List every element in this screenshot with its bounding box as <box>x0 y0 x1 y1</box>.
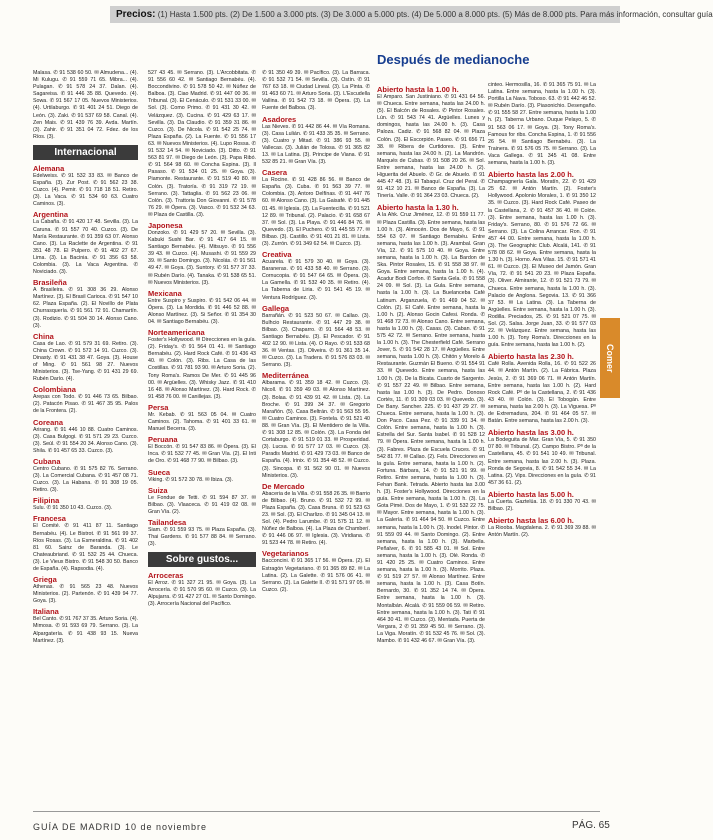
category-heading: Creativa <box>262 250 292 260</box>
category-heading: Asadores <box>262 114 297 124</box>
hours-text: La Riooba. Magdalena. 2. ✆ 91 369 39 88. ✉ Antón Martín. (2). <box>488 525 596 539</box>
category-heading: De Mercado <box>262 481 305 491</box>
category-heading: Gallega <box>262 303 290 313</box>
col3-intro: ✆ 91 350 49 39. ✉ Pacífico. (3). La Barraca. ✆ 91 532 71 54. ✉ Sevilla. (3). Ostín. ✆ 91 767 63 18. ✉ Ciudad Lineal. (3). La Pinta. ✆ 91 463 60 71. ✉ Arturo Soria. (3). L'Escudella Vallina. ✆ 91 542 73 18. ✉ Ópera. (3). La Fuente del Balboa. (3). <box>262 70 370 112</box>
category-heading: Griega <box>33 575 57 585</box>
category-text: Albarama. ✆ 91 359 18 42. ✉ Cuzco. (3). Nicoll. ✆ 91 359 49 03. ✉ Alonso Martínez. (3). Bolaa. ✆ 91 439 91 42. ✉ Lista. (3). La Broche. ✆ 91 399 34 37. ✉ Gregorio Marañón. (5). Casa Beltrán. ✆ 91 563 55 95. ✉ Cuatro Caminos. (3). Fontela. ✆ 91 521 40 88. ✉ Gran Vía. (3). El Mentidero de la Villa. ✆ 91 308 12 85. ✉ Colón. (3). La Fonda del Cortaburgo. ✆ 91 519 01 33. ✉ Prosperidad. (3). Lucsa. ✆ 91 577 17 03. ✉ Cuzco. (3). Paradis Madrid. ✆ 91 429 73 03. ✉ Banco de España. (4). Irinix. ✆ 91 354 48 52. ✉ Cuzco. (3). Sincopa. ✆ 91 562 90 01. ✉ Nuevos Ministerios. (3). <box>262 380 370 479</box>
hours-heading: Abierto hasta las 2.30 h. <box>488 352 574 362</box>
category-heading: Peruana <box>148 435 178 445</box>
price-legend-label: Precios: <box>116 9 156 20</box>
section-tab-comer[interactable]: Comer <box>600 318 620 398</box>
category-heading: Sueca <box>148 467 171 477</box>
category-text: Foster's Hollywood. ✉ Direcciones en la guía. (2). Friday's. ✆ 91 564 01 41. ✉ Santiago Bernabéu. (2). Hard Rock Café. ✆ 91 436 43 40. ✉ Colón. (3). Ribs. La Casa de las Costillas. ✆ 91 781 93 90. ✉ Arturo Soria. (2). Tony Roma's. Ramos De Mer. ✆ 91 445 96 00. ✉ Argüelles. (3). Whisky Jazz. ✆ 91 410 16 48. ✉ Alonso Martínez. (3). Hard Rock. ✆ 91 458 76 00. ✉ Canillejas. (3). <box>148 337 256 400</box>
banner-internacional: Internacional <box>33 145 138 160</box>
category-text: La Rocine. ✆ 91 428 86 56. ✉ Banco de España. (3). Cuba. ✆ 91 563 39 77. ✉ Colombia. (3). Antoro Delfínas. ✆ 91 447 76 60. ✉ Alonso Cano. (3). La Gaisafé. ✆ 91 445 01 45. ✉ Iglesia. (3). La Fuentecilla. ✆ 91 521 12 89. ✉ Tribunal. (2). Palacio. ✆ 91 658 67 37. ✉ Sol. (3). La Playa. ✆ 91 446 84 76. ✉ Quevedo. (3). El Puchero. ✆ 91 445 55 77. ✉ Bilbao. (3). Castillo. ✆ 91 401 21 81. ✉ Lista. (3). Zurrón. ✆ 91 349 62 54. ✉ Cuzco. (3). <box>262 177 370 247</box>
category-text: Acuarela. ✆ 91 579 30 40. ✉ Goya. (3). Baraneras. ✆ 91 433 58 40. ✉ Serrano. (3). Cornucopia. ✆ 91 547 64 65. ✉ Ópera. (3). La Gamella. ✆ 91 532 40 35. ✉ Retiro. (4). La Taberna de Liria. ✆ 91 541 45 19. ✉ Ventura Rodríguez. (3). <box>262 259 370 301</box>
hours-heading: Abierto hasta la 1.30 h. <box>377 203 459 213</box>
category-text: Siam. ✆ 91 559 93 75. ✉ Plaza España. (3). Thai Gardens. ✆ 91 577 88 84. ✉ Serrano. (3). <box>148 526 256 548</box>
col1-intro: Malasa. ✆ 91 538 60 50. ✉ Almudena... (4). Mi Kulugu. ✆ 91 559 71 65. Mibra... (4). Pulagan. ✆ 91 578 24 37. Dalan. (4). Sagareisa. ✆ 91 446 35 88. Quevedo. (4). Sowa. ✆ 91 567 17 05. Nuevos Ministerios. (4). Urtilaburgo. ✆ 91 401 24 51. Diego de León. (3). Zaki. ✆ 91 537 69 58. Canal. (4). Zen Mais. ✆ 91 439 76 39. Avda. Martín. (3). Zahir. ✆ 91 351 04 72. Fdez. de los Ríos. (3). <box>33 70 138 140</box>
hours-heading: Abierto hasta las 2.00 h. <box>488 170 574 180</box>
category-text: Centro Cubano. ✆ 91 575 82 76. Serrano. (3). La Comercial Cubana. ✆ 91 457 08 71. Cuzco. (3). La Habana. ✆ 91 308 19 05. Retiro. (3). <box>33 465 138 494</box>
category-heading: Japonesa <box>148 220 183 230</box>
price-legend-text: (1) Hasta 1.500 pts. (2) De 1.500 a 3.000 pts. (3) De 3.000 a 5.000 pts. (4) De 5.000 a 8.000 pts. (5) Más de 8.000 pts. Para más información, consultar guía <box>157 10 713 19</box>
category-heading: Italiana <box>33 607 59 617</box>
hours-heading: Abierto hasta las 5.00 h. <box>488 489 574 499</box>
category-text: Entre Suspiro y Suspiro. ✆ 91 542 06 44. ✉ Ópera. (3). La Mordida. ✆ 91 446 52 88. ✉ Alonso Martínez. (3). Si Señor. ✆ 91 354 30 04. ✉ Santiago Bernabéu. (3). <box>148 297 256 325</box>
column-3 <box>262 70 370 780</box>
category-heading: Norteamericana <box>148 328 205 338</box>
col1-sections <box>33 164 138 645</box>
section-title-after-midnight: Después de medianoche <box>377 52 530 67</box>
category-text: Edelweiss. ✆ 91 532 33 83. ✉ Banco de España. (3). Zur Post. ✆ 91 562 23 38. Cuzco. (4). Pemir. ✆ 91 718 18 51. Retiro. (3). La Vaca. ✆ 91 534 60 63. Cuatro Caminos. (3). <box>33 172 138 208</box>
category-heading: Mediterránea <box>262 371 309 381</box>
footer-divider <box>33 811 600 812</box>
hours-heading: Abierto hasta las 6.00 h. <box>488 516 574 526</box>
category-heading: Filipina <box>33 496 60 506</box>
category-heading: Coreana <box>33 417 64 427</box>
category-heading: Francesa <box>33 514 66 524</box>
col2-intro: 527 43 45. ✉ Serrano. (3). L'Arcobbitata. ✆ 91 556 60 42. ✉ Santiago Bernabéu. (4). Boccondivino. ✆ 91 578 50 42. ✉ Núñez de Balboa. (3). Ciao Madrid. ✆ 91 447 00 36. ✉ Tribunal. (3). El Cenáculo. ✆ 91 531 33 00. ✉ Sol. (3). Como Primo. ✆ 91 431 30 42. ✉ Velázquez. (3). Cucina. ✆ 91 429 63 17. ✉ Sevilla. (3). Da Claudio. ✆ 91 359 31 86. ✉ Cuzco. (3). De Nicola. ✆ 91 542 25 74. ✉ Plaza España. (2). La Fuente. ✆ 91 556 17 63. ✉ Nuevos Ministerios. (4). Lupo Rossa. ✆ 91 532 14 54. ✉ Noviciado. (3). Ditto. ✆ 91 563 81 97. ✉ Diego de León. (3). Papa Ribó. ✆ 91 564 98 60. ✉ Concha Espina. (3). Il Pasaso. ✆ 91 534 01 25. ✉ Goya. (3). Piamonte. Restaurante. ✆ 91 519 40 80. ✉ Colón. (3). Tratoría. ✆ 91 319 72 19. ✉ Serrano. (3). Tattaglia. ✆ 91 562 23 06. ✉ Colón. (3). Trattoria Don Giovanni. ✆ 91 578 76 29. ✉ Ópera. (3). Vasco. ✆ 91 532 34 63. ✉ Plaza de Castilla. (3). <box>148 70 256 218</box>
col5-intro: cinteo. Hermosilla, 16. ✆ 91 365 75 91. ✉ La Latina. Entre semana, hasta la 1.00 h. (3). Portilla La Nava. Toboso. 63. ✆ 91 442 46 52. ✉ Rubén Darío. (3). Piasonichio. Desengaño. ✆ 91 555 58 27. Entre semana, hasta la 1.00 h. (2). Taberna Urbano. Duque Pelayo, 5. ✆ 91 563 06 17. ✉ Goya. (3). Tony Roma's. Famous for ribs. Concha Espina, 1. ✆ 91 556 26 54. ✉ Santiago Bernabéu. (3). La Trainera. ✆ 91 576 05 75. ✉ Serrano. (3). La Vaca Gallega. ✆ 91 345 41 08. Entre semana, hasta la 1.00 h. (3). <box>488 82 596 167</box>
category-text: El Arroz. ✆ 91 327 21 95. ✉ Goya. (3). La Arrocería. ✆ 91 570 95 60. ✉ Cuzco. (3). La Alpujarra. ✆ 91 427 27 01. ✉ Santo Domingo. (3). Arrocería Nacional del Pacífico. <box>148 580 256 608</box>
category-text: Abaceria de la Villa. ✆ 91 558 26 35. ✉ Barrio de Bilbao. (4). Bruno. ✆ 91 532 72 99. ✉ Plaza España. (3). Casa Bruna. ✆ 91 523 63 23. ✉ Sol. (3). El Charlizo. ✆ 91 345 04 13. ✉ Sol. (4). Pedro Larumbe. ✆ 91 575 11 12. ✉ Núñez de Balboa. (4). La Plaza de Chamberí. ✆ 91 446 06 97. ✉ Iglesia. (3). Viridiana. ✆ 91 523 44 78. ✉ Retiro. (4). <box>262 490 371 547</box>
column-5 <box>488 82 596 780</box>
category-text: Arirang. ✆ 91 446 10 88. Cuatro Caminos. (3). Casa Bulgogi. ✆ 91 571 29 23. Cuzco. (3). Seúl. ✆ 91 554 20 34. Alonso Cano. (3). Shila. ✆ 91 457 65 33. Cuzco. (3). <box>33 426 138 454</box>
category-heading: Argentina <box>33 210 69 220</box>
category-text: Barrañán. ✆ 91 523 50 67. ✉ Callao. (3). Bulhcio Restaurante. ✆ 91 447 29 38. ✉ Bilbao. (3). Chaparro. ✆ 91 564 48 53. ✉ Santiago Bernabéu. (3). El Pescador. ✆ 91 402 12 90. ✉ Lista. (4). O Rayo. ✆ 91 533 68 36. ✉ Ventas. (3). Oliveira. ✆ 91 361 35 14. ✉ Cuzco. (3). La Tradera. ✆ 91 576 83 03. ✉ Serrano. (3). <box>262 312 370 369</box>
hours-text: Champagnería Gala. Moratín, 22. ✆ 91 429 25 62. ✉ Antón Martín. (2). Foster's Hollywood. Apolonio Morales, 1. ✆ 91 350 12 35. ✉ Cuzco. (3). Hard Rock Café. Paseo de la Castellana, 2. ✆ 91 457 36 40. ✉ Colón. (3). Entre semana, hasta las 1.00 h. (3). Friday's. Serrano, 80. ✆ 91 576 72 66. ✉ Serrano. (3). La Colina Arrancar. Ron. ✆ 91 457 44 00. Entre semana, hasta la 1.00 h. (3). The Geographic Club. Alcalá, 141. ✆ 91 578 08 62. ✉ Goya. Entre semana, hasta la 1.30 h. (3). Horno. Ava Vilas. 15. ✆ 91 571 41 61. ✉ Cuzco. (3). El Museo del Jamón. Gran Vía, 72. ✆ 91 541 20 23. ✉ Plaza España. (3). Oliver. Almirante, 12. ✆ 91 521 73 79. ✉ Chueca. Entre semana, hasta la 1.00 h. (3). Palacio de Anglona. Segovia. 13. ✆ 91 366 37 53. ✉ La Latina. (3). La Taberna de Argüelles. Entre semana, hasta la 1.00 h. (3). Rodilla. Preciados, 25. ✆ 91 521 07 75. ✉ Sol. (2). Salsa. Jorge Juan, 33. ✆ 91 577 03 22. ✉ Velázquez. Entre semana, hasta las 1.00 h. (3). Tony Roma's. Direcciones en la guía. Entre semana, hasta las 1.00 h. (2). <box>488 179 596 349</box>
category-heading: Arroceras <box>148 571 184 581</box>
category-text: Mr. Kebab. ✆ 91 563 05 04. ✉ Cuatro Caminos. (2). Tahoma. ✆ 91 401 33 61. ✉ Manuel Becerra. (3). <box>148 411 256 433</box>
column-1 <box>33 70 138 780</box>
category-heading: Suiza <box>148 485 168 495</box>
price-legend-bar <box>110 6 713 23</box>
hours-text: La Bodeguita de Mar. Gran Vía, 5. ✆ 91 350 07 80. ✉ Tribunal. (2). Campo Bistro. Pº de la Castellana, 45. ✆ 91 541 10 49. ✉ Tribunal. Entre semana, hasta las 2.00 h. (3). Plaza. Ronda de Segovia, 8. ✆ 91 542 55 34. ✉ La Latina. (2). Vips. Direcciones en la guía. ✆ 91 457 36 61. (2). <box>488 437 596 486</box>
category-text: Sulu. ✆ 91 350 10 43. Cuzco. (3). <box>33 505 113 512</box>
hours-text: Café Rolla. Avenida Rolla, 16. ✆ 91 522 26 44. ✉ Antón Martín. (2). La Fábrica. Plaza Jesús, 2. ✆ 91 369 06 71. ✉ Antón Martín. Entre semana, hasta las 1.00 h. (2). Hard Rock Café. Pº de la Castellana, 2. ✆ 91 436 43 40. ✉ Colón. (3). El Tobogán. Entre semana, hasta las 2.00 h. (3). La Viguesa. Pº de Extremadura, 204. ✆ 91 464 05 57. ✉ Batán. Entre semana, hasta las 2.00 h. (3). <box>488 361 596 425</box>
category-text: Athenas. ✆ 91 565 23 48. Nuevos Ministerios. (2). Partenón. ✆ 91 439 94 77. Goya. (3). <box>33 584 138 605</box>
category-text: La Cabaña. ✆ 91 420 17 48. Sevilla. (3). La Caruna. ✆ 91 557 70 40. Cuzco. (3). De María Restaurante. ✆ 91 359 63 07. Alonso Cano. (3). La Raclette de Argentina. ✆ 91 351 48 78. El Pulpero. ✆ 91 402 27 67. Lima. (3). La Bacinia. ✆ 91 356 63 58. Colombia. (3). La Vaca Argentina. ✆ Noviciado. (3). <box>33 219 138 276</box>
page-number: PÁG. 65 <box>572 820 610 831</box>
hours-text: El Amparo. San Justiniano. ✆ 91 431 64 56. ✉ Chueca. Entre semana, hasta las 24.00 h. (5). El Balcón de Rosales. ✆ Pintor Rosales. Lún. ✆ 91 543 74 41. Argüelles. Lunes y domingos, hasta las 24.00 h. (3). Casa Paloza. Cadiz. ✆ 91 568 82 04. ✉ Plaza Colón. (3). El Escorpión. Paseo. ✆ 91 656 71 38. ✉ Ribera de Curtidores. (3). Entre semana, hasta las 24.00 h. (2). La Mandrón. Marqués de Cubas. ✆ 91 508 20 26. ✉ Sol. Entre semana, hasta las 24.00 h. (2). Higuerita del Abuelo. ✆ Gr. de Abuelo. ✆ 91 445 47 48. (3). El Tabaquí. Cruz del Peral. ✆ 91 412 10 21. ✉ Banco de España. (3). La Tinería. Valle. ✆ 91 364 23 03. Chueca. (2). <box>377 94 485 200</box>
hours-text: A la Ahk. Cruz Jiménez, 12. ✆ 91 559 11 77. ✉ Plaza Castilla. (3). Entre semana, hasta las 1.00 h. (3). Almocén. Dos de Mayo, 6. ✆ 91 554 63 07. ✉ Santiago Bernabéu. Entre semana, hasta las 1.00 h. (3). Arambal. Gran Vía, 12. ✆ 91 575 10 40. ✉ Goya. Entre semana, hasta la 1.00 h. (3). La Bardon de Ska. Pintor Rosales, 15. ✆ 91 558 38 97. ✉ Goya. Entre semana, hasta la 1.00 h. (4). Acadur Bodi Corfon. ✆ Santa Gela. ✆ 91 558 24 09. ✉ Sol. (3). La Gula. Entre semana, hasta la 1.00 h. (3). La Buelanceba Café Latinum. Arganzuela, ✆ 91 469 04 52. ✉ Colón. (2). El Café. Entre semana, hasta la 1.00 h. (2). Alonso Gocin Cafesi. Ronda. ✆ 91 468 72 73. ✉ Alonso Cano. Entre semana, hasta la 1.00 h. (3). Casas. (3). Caban. ✆ 91 575 42 72. ✉ Serrano. Entre semana, hasta la 1.00 h. (3). The Chesterfield Café. Serrano Jover, 5. ✆ 91 542 28 17. ✉ Argüelles. Entre semana, hasta 1.00 h. (3). Chitón y Morelo & Restaurante. Guzmán El Bueno. ✆ 91 554 91 33. ✉ Quevedo. Entre semana, hasta las 1.00 h. (3). De la Bicata. Cuarto de Sargento. ✆ 91 557 22 49. ✉ Bilbao. Entre semana, hasta las 1.00 h. (3). De Pedro. Donoso Cortés, 11. ✆ 91 309 03 03. ✉ Quevedo. (3). De Bany. Sancher. 225. ✆ 91 437 29 27. ✉ Chueca. Entre semana, hasta la 1.00 h. (3). Don Paco. Casa Pez. ✆ 91 339 91 34. ✉ Colón. Entre semana, hasta la 1.00 h. (3). Estrella del Sur. Santa Isabel. ✆ 91 528 12 79. ✉ Ópera. Entre semana, hasta la 1.00 h. (3). Fabres. Plaza de Escuela Cruces. ✆ 91 542 81 77. ✉ Callao. (2). Fels. Direcciones en la guía. Entre semana, hasta la 1.00 h. (2). Fortuna. Bárbara, 14. ✆ 91 521 91 99. ✉ Retiro. Entre semana, hasta la 1.00 h. (3). Fehan Bank. Tetrada. Abierto hasta las 3.00 h. (3). Foster's Hollywood. Direcciones en la guía. Entre semana, hasta la 1.00 h. (3). La Gota Pimé. Dos de Mayo, 1. ✆ 91 532 22 75. ✉ Mayor. Entre semana, hasta la 1.00 h. (3). La Galería. ✆ 91 464 94 50. ✉ Cuzco. Entre semana, hasta la 1.00 h. (3). Inodel. Pintor. ✆ 91 559 09 44. ✉ Santo Domingo. (2). Entre semana, hasta la 1.00 h. (3). Marbella. Peñalver, 6. ✆ 91 585 43 01. ✉ Sol. Entre semana, hasta la 1.00 h. (3). Olé. Ronda. ✆ 91 420 25 25. ✉ Cuatro Caminos. Entre semana, hasta la 1.00 h. (3). Morrito. Plaza. ✆ 91 519 27 57. ✉ Alonso Martínez. Entre semana, hasta la 1.00 h. (3). Casa Botín. Bernardo, 30. ✆ 91 352 14 74. ✉ Ópera. Entre semana, hasta la 1.00 h. (3). Montalbán. Alcalá. ✆ 91 559 06 59. ✉ Retiro. Entre semana, hasta la 1.00 h. (3). Tati ✆ 91 464 30 41. ✉ Cuzco. (3). Mentada. Puerta de Vergara, 2 ✆ 91 359 45 50. ✉ Serrano. (3). La Viga. Moratín. ✆ 91 532 45 76. ✉ Sol. (3). Mambo. ✆ 91 432 46 67. ✉ Gran Vía. (3). <box>377 212 485 645</box>
category-text: Viking. ✆ 91 572 30 78. ✉ Ibiza. (3). <box>148 476 234 483</box>
category-text: Bel Canto. ✆ 91 767 37 35. Arturo Soria. (4). Mimosa. ✆ 91 593 69 79. Serrano. (3). La Alpargatería. ✆ 91 438 93 15. Nueva Martínez. (3). <box>33 616 138 644</box>
category-text: El Boccón. ✆ 91 547 83 86. ✉ Ópera. (3). El Inca. ✆ 91 532 77 45. ✉ Gran Vía. (2). El Inti de Oro. ✆ 91 468 77 90. ✉ Bilbao. (3). <box>148 444 256 465</box>
hours-heading: Abierto hasta las 3.00 h. <box>488 428 574 438</box>
category-heading: Casera <box>262 168 288 178</box>
category-heading: Cubana <box>33 456 61 466</box>
category-heading: Tailandesa <box>148 517 187 527</box>
hours-heading: Abierto hasta la 1.00 h. <box>377 85 459 94</box>
category-heading: Mexicana <box>148 288 182 298</box>
banner-sobre-gustos: Sobre gustos... <box>148 552 256 567</box>
category-text: Bacconcini. ✆ 91 365 17 56. ✉ Ópera. (2). El Estragón Vegetariano. ✆ 91 365 89 82. ✉ La Latina. (2). La Galette. ✆ 91 576 06 41. ✉ Serrano. (2). La Galette II. ✆ 91 571 97 05. ✉ Cuzco. (2). <box>262 558 370 593</box>
column-2 <box>148 70 256 780</box>
category-heading: Alemana <box>33 163 65 173</box>
hours-text: La Cuerta. Gaztelúa. 18. ✆ 91 330 70 43. ✉ Bilbao. (2). <box>488 498 596 512</box>
category-text: Le Fondue de Tetti. ✆ 91 594 87 37. ✉ Bilbao. (3). Vlaaceca. ✆ 91 419 02 08. ✉ Gran Vía. (2). <box>148 494 256 515</box>
category-heading: Colombiana <box>33 385 76 395</box>
category-text: El Comité. ✆ 91 411 87 11. Santiago Bernabéu. (4). Le Bistrot. ✆ 91 561 99 37. Ríos Rosas. (3). La Esmeraldina. ✆ 91 402 81 60. Sainz de Baranda. (3). Le Chateaubriand. ✆ 91 532 25 44. Chueca. (3). Le Vieux Bistro. ✆ 91 548 30 50. Banco de España. (4). Rapsodia. (4). <box>33 523 138 572</box>
column-4 <box>377 82 485 780</box>
category-text: A Brasileira. ✆ 91 308 36 29. Alonso Martínez. (3). El Brasil Carioca. ✆ 91 547 10 62. Plaza España. (2). El Novillo de Plata Churrasquería. ✆ 91 561 72 91. Chamartín. (3). Rodizio. ✆ 91 504 30 14. Alonso Cano. (3). <box>33 287 138 329</box>
category-text: Arepas con Todo. ✆ 91 446 73 65. Bilbao. (2). Patacón Pisao. ✆ 91 467 35 95. Palos de la Frontera. (2). <box>33 394 138 415</box>
category-heading: China <box>33 331 54 341</box>
footer-publication: GUÍA DE MADRID 10 de noviembre <box>33 822 208 832</box>
category-heading: Brasileña <box>33 278 67 288</box>
category-text: Casa de Lao. ✆ 91 579 31 69. Retiro. (3). China Crown. ✆ 91 572 14 91. Cuzco. (3). Dinasty. ✆ 91 431 38 47. Goya. (3). House of Ming. ✆ 91 561 98 27. Nuevos Ministerios. (3). Tse-Yang. ✆ 91 431 29 69. Rubén Darío. (4). <box>33 340 138 383</box>
category-heading: Vegetarianos <box>262 549 309 559</box>
category-text: Las Nieves. ✆ 91 442 86 44. ✉ Vía Romana. (3). Casa Lulián. ✆ 91 433 35 35. ✉ Serrano. (3). Cuatro y Mitad. ✆ 91 386 93 55. ✉ Vallecas. (3). Julián de Tolosa. ✆ 91 365 82 13. ✉ La Latina. (3). Principe de Viana. ✆ 91 532 85 21. ✉ Gran Vía. (3). <box>262 123 370 166</box>
category-heading: Persa <box>148 402 169 412</box>
category-text: Donzoko. ✆ 91 429 57 20. ✉ Sevilla. (3). Kabuki Sushi Bar. ✆ 91 417 64 15. ✉ Santiago Bernabéu. (4). Mitsuyo. ✆ 91 556 39 43. ✉ Cuzco. (4). Musashi. ✆ 91 559 29 39. ✉ Santo Domingo. (3). Nicolás. ✆ 91 561 49 47. ✉ Goya. (3). Suntory. ✆ 91 577 37 33. ✉ Rubén Darío. (4). Tanaka. ✆ 91 538 65 51. ✉ Nuevos Ministerios. (3). <box>148 229 256 286</box>
